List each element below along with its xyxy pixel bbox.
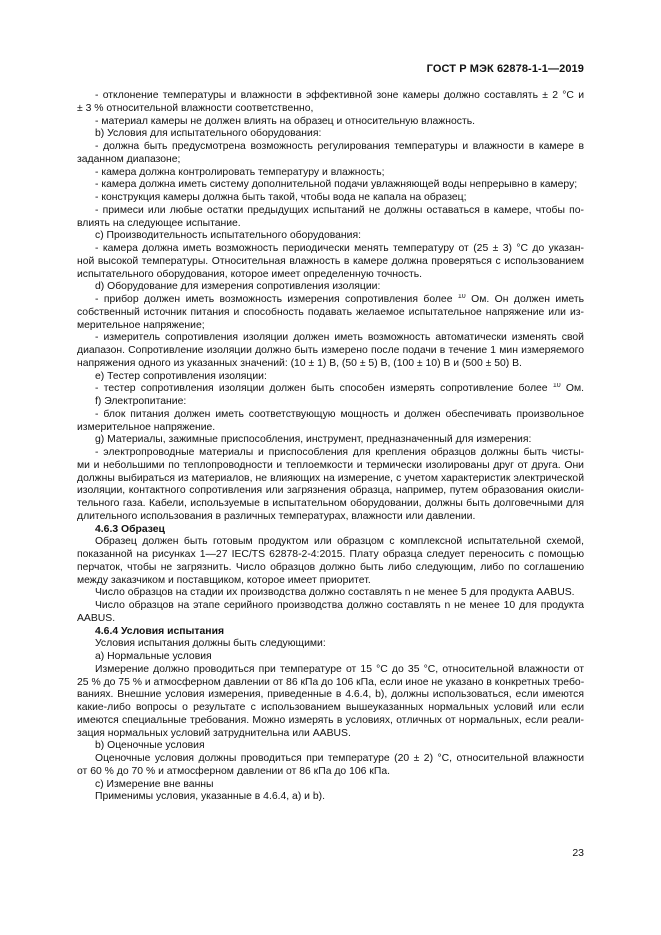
text-line bbox=[77, 294, 584, 307]
text-segment: - прибор должен иметь возможность измерения сопротивления более bbox=[95, 294, 458, 305]
text-line: напряжения одного из указанных значений: (10 ± 1) В, (50 ± 5) В, (100 ± 10) В и (500 ± 50) В. bbox=[77, 357, 522, 369]
text-line: Условия испытания должны быть следующими: bbox=[95, 638, 326, 650]
text-line: перчаток, чтобы не загрязнить. Число образцов должно быть либо следующим, либо по соглашению bbox=[77, 561, 584, 573]
text-segment: Ом. bbox=[560, 383, 584, 395]
text-line: тельного газа. Кабели, используемые в испытательном оборудовании, должны быть долговечными для bbox=[77, 498, 584, 509]
text-line: Число образцов на стадии их производства должно составлять n не менее 5 для продукта AABUS. bbox=[95, 587, 575, 599]
text-line: a) Нормальные условия bbox=[95, 651, 212, 662]
text-line: Измерение должно проводиться при температуре от 15 °С до 35 °С, относительной влажности от bbox=[95, 663, 584, 675]
text-line: какие-либо вопросы о результате с использованием вышеуказанных нормальных условий или если bbox=[77, 702, 584, 713]
text-line: ной высокой температуры. Относительная влажность в камере должна проверяться с использованием bbox=[77, 255, 584, 267]
section-heading: 4.6.4 Условия испытания bbox=[95, 625, 225, 637]
text-line: измерительное напряжение. bbox=[77, 421, 216, 433]
text-line: - блок питания должен иметь соответствующую мощность и должен обеспечивать произвольное bbox=[95, 408, 584, 420]
text-line: - электропроводные материалы и приспособления для крепления образцов должны быть чисты- bbox=[95, 447, 584, 458]
text-line: мерительное напряжение; bbox=[77, 319, 205, 331]
superscript: 10 bbox=[552, 383, 561, 390]
text-line: ми и небольшими по теплопроводности и теплоемкости и термически изолированы друг от друга. Они bbox=[77, 459, 584, 471]
text-line: показанной на рисунках 1—27 IEC/TS 62878-2-4:2015. Плату образца следует переносить с помощью bbox=[77, 549, 584, 560]
text-line: f) Электропитание: bbox=[95, 396, 187, 407]
text-line: влиять на следующее испытание. bbox=[77, 217, 241, 229]
text-line: Образец должен быть готовым продуктом или образцом с комплексной испытательной схемой, bbox=[95, 536, 584, 548]
text-line: - материал камеры не должен влиять на образец и относительную влажность. bbox=[95, 115, 476, 127]
text-line: 25 % до 75 % и атмосферном давлении от 86 кПа до 106 кПа, если иное не указано в конкретных требо- bbox=[77, 676, 584, 688]
text-line: зация нормальных условий затруднительна или AABUS. bbox=[77, 727, 351, 739]
text-line: изоляции, контактного сопротивления или загрязнения образца, например, путем образования окисли- bbox=[77, 485, 584, 497]
text-line: b) Условия для испытательного оборудования: bbox=[95, 128, 322, 140]
text-line: диапазон. Сопротивление изоляции должно быть измерено после подачи в течение 1 мин измеряемого bbox=[77, 345, 584, 356]
text-line: заданном диапазоне; bbox=[77, 153, 181, 165]
text-line: - отклонение температуры и влажности в эффективной зоне камеры должно составлять ± 2 °С и bbox=[95, 90, 584, 101]
text-line: имеются специальные требования. Можно измерять в условиях, отличных от нормальных, если реали- bbox=[77, 714, 584, 726]
text-line: c) Измерение вне ванны bbox=[95, 778, 214, 790]
text-segment: - тестер сопротивления изоляции должен быть способен измерять сопротивление более bbox=[95, 383, 553, 395]
text-line: собственный источник питания и способность подавать желаемое испытательное напряжение или из- bbox=[77, 306, 584, 318]
text-line: должны выбираться из материалов, не влияющих на измерение, с учетом характеристик электрической bbox=[77, 472, 584, 484]
text-line: ± 3 % относительной влажности соответственно, bbox=[77, 102, 314, 114]
text-line: b) Оценочные условия bbox=[95, 740, 205, 752]
text-line: ваниях. Внешние условия измерения, приведенные в 4.6.4, b), должны использоваться, если имеются bbox=[77, 689, 584, 701]
text-line: - камера должна иметь возможность периодически менять температуру от (25 ± 3) °С до указан- bbox=[95, 243, 584, 254]
text-line: - должна быть предусмотрена возможность регулирования температуры и влажности в камере в bbox=[95, 141, 584, 152]
text-line: - камера должна иметь систему дополнительной подачи увлажняющей воды непрерывно в камеру; bbox=[95, 179, 578, 191]
text-segment: Ом. Он должен иметь bbox=[465, 294, 584, 305]
page-number: 23 bbox=[572, 847, 584, 859]
text-line: от 60 % до 70 % и атмосферном давлении от 86 кПа до 106 кПа. bbox=[77, 765, 390, 777]
text-line: Число образцов на этапе серийного производства должно составлять n не менее 10 для продукта bbox=[95, 600, 584, 611]
text-line: - камера должна контролировать температуру и влажность; bbox=[95, 166, 385, 178]
text-line: - примеси или любые остатки предыдущих испытаний не должны оставаться в камере, чтобы по- bbox=[95, 204, 584, 216]
text-line: c) Производительность испытательного оборудования: bbox=[95, 230, 361, 242]
text-line: длительного использования в различных температурах, влажности или давлении. bbox=[77, 510, 476, 522]
text-line: AABUS. bbox=[77, 612, 116, 624]
section-heading: 4.6.3 Образец bbox=[95, 523, 165, 535]
text-line: d) Оборудование для измерения сопротивления изоляции: bbox=[95, 281, 381, 293]
standard-header: ГОСТ Р МЭК 62878-1-1—2019 bbox=[426, 63, 584, 75]
text-line: - измеритель сопротивления изоляции должен иметь возможность автоматически изменять свой bbox=[95, 332, 584, 344]
text-line: между заказчиком и поставщиком, которое имеет приоритет. bbox=[77, 574, 371, 586]
text-line: испытательного оборудования, которое имеет определенную точность. bbox=[77, 268, 423, 280]
text-line: - конструкция камеры должна быть такой, чтобы вода не капала на образец; bbox=[95, 192, 467, 203]
text-line: g) Материалы, зажимные приспособления, инструмент, предназначенный для измерения: bbox=[95, 434, 532, 446]
body-text bbox=[77, 90, 584, 804]
text-line: Применимы условия, указанные в 4.6.4, a) и b). bbox=[95, 791, 325, 803]
text-line bbox=[77, 383, 584, 396]
text-line: e) Тестер сопротивления изоляции: bbox=[95, 370, 267, 382]
text-line: Оценочные условия должны проводиться при температуре (20 ± 2) °С, относительной влажности bbox=[95, 753, 584, 764]
superscript: 10 bbox=[457, 294, 466, 300]
